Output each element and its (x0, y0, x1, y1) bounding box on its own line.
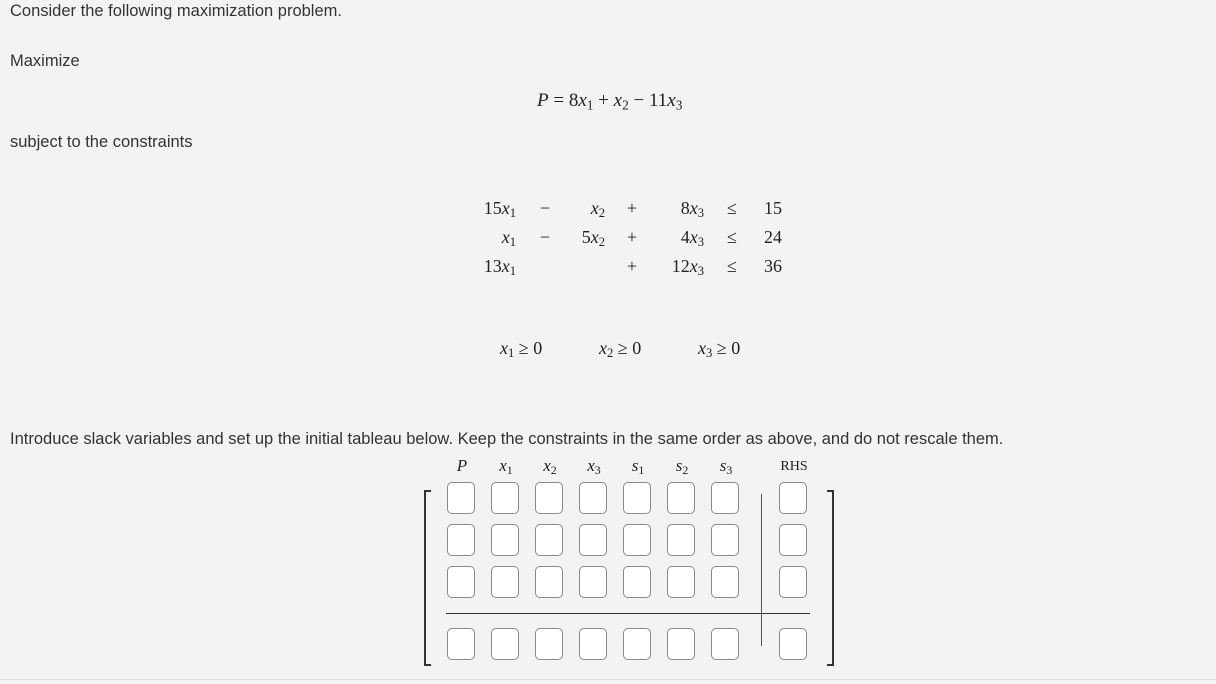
tableau-cell-r1-s3[interactable] (711, 482, 739, 514)
tableau-cell-r3-x1[interactable] (491, 566, 519, 598)
c3-rhs: 36 (764, 256, 782, 276)
tableau-cell-r3-s2[interactable] (667, 566, 695, 598)
c2-term1: $x_1$ (501, 227, 516, 250)
tableau-cell-r1-s2[interactable] (667, 482, 695, 514)
objective-sub2: 2 (622, 97, 629, 113)
tableau-cell-r3-s3[interactable] (711, 566, 739, 598)
tableau-cell-r3-p[interactable] (447, 566, 475, 598)
objective-x1: x (578, 90, 587, 111)
nonneg-x1: $x_1 \ge 0$ (500, 338, 543, 361)
objective-minus: − (633, 90, 645, 111)
objective-p: P (537, 90, 549, 111)
tableau-cell-r3-s1[interactable] (623, 566, 651, 598)
header-s3: $s_3$ (719, 456, 733, 477)
header-s2: $s_2$ (675, 456, 689, 477)
tableau-cell-r1-x2[interactable] (535, 482, 563, 514)
tableau-cell-r2-x1[interactable] (491, 524, 519, 556)
nonneg-x3: $x_3 \ge 0$ (698, 338, 741, 361)
tableau-cell-r4-x3[interactable] (579, 628, 607, 660)
instructions-text: Introduce slack variables and set up the initial tableau below. Keep the constraints in the same order as above, and do not rescale them. (10, 430, 1004, 448)
c2-op1: − (539, 227, 551, 247)
header-s1: $s_1$ (631, 456, 645, 477)
left-bracket (424, 490, 431, 666)
objective-coef3: 11 (648, 90, 668, 111)
rhs-column-divider (761, 494, 762, 646)
c1-rel: ≤ (727, 198, 737, 218)
c2-op2: + (626, 227, 638, 247)
header-x1: $x_1$ (499, 456, 513, 477)
c3-rel: ≤ (727, 256, 737, 276)
objective-x2: x (613, 90, 623, 111)
c2-term2: $5x_2$ (581, 227, 605, 250)
objective-plus: + (598, 90, 609, 111)
maximize-label: Maximize (10, 52, 80, 70)
tableau-cell-r1-p[interactable] (447, 482, 475, 514)
c1-term1: $15x_1$ (483, 198, 516, 221)
c1-rhs: 15 (764, 198, 782, 218)
c1-op1: − (539, 198, 551, 218)
tableau-cell-r2-p[interactable] (447, 524, 475, 556)
objective-sub3: 3 (675, 97, 683, 113)
tableau-cell-r2-s3[interactable] (711, 524, 739, 556)
objective-x3: x (667, 90, 676, 111)
objective-coef1: 8 (568, 90, 579, 111)
tableau-cell-r1-x3[interactable] (579, 482, 607, 514)
right-bracket (827, 490, 834, 666)
header-p: P (456, 456, 468, 475)
tableau-cell-r2-x3[interactable] (579, 524, 607, 556)
tableau-cell-r4-s2[interactable] (667, 628, 695, 660)
tableau-cell-r2-rhs[interactable] (779, 524, 807, 556)
subject-to-label: subject to the constraints (10, 133, 193, 151)
tableau-cell-r1-rhs[interactable] (779, 482, 807, 514)
header-rhs: RHS (780, 459, 808, 474)
objective-row-divider (446, 613, 810, 614)
tableau-cell-r3-x2[interactable] (535, 566, 563, 598)
tableau-cell-r4-rhs[interactable] (779, 628, 807, 660)
c2-term3: $4x_3$ (680, 227, 704, 250)
c3-op2: + (626, 256, 638, 276)
c2-rel: ≤ (727, 227, 737, 247)
objective-sub1: 1 (586, 97, 594, 113)
header-x2: $x_2$ (543, 456, 557, 477)
nonneg-x2: $x_2 \ge 0$ (599, 338, 642, 361)
tableau-cell-r4-p[interactable] (447, 628, 475, 660)
objective-eq: = (553, 90, 565, 111)
tableau-cell-r4-s3[interactable] (711, 628, 739, 660)
c2-rhs: 24 (764, 227, 782, 247)
tableau-cell-r1-x1[interactable] (491, 482, 519, 514)
bottom-divider (0, 679, 1216, 680)
intro-text: Consider the following maximization problem. (10, 2, 342, 20)
c3-term3: $12x_3$ (671, 256, 704, 279)
tableau-cell-r2-s2[interactable] (667, 524, 695, 556)
tableau-cell-r3-rhs[interactable] (779, 566, 807, 598)
tableau-cell-r4-x2[interactable] (535, 628, 563, 660)
c1-op2: + (626, 198, 638, 218)
tableau-cell-r2-s1[interactable] (623, 524, 651, 556)
tableau-cell-r3-x3[interactable] (579, 566, 607, 598)
header-x3: $x_3$ (587, 456, 601, 477)
c1-term2: $x_2$ (590, 198, 605, 221)
tableau-cell-r4-s1[interactable] (623, 628, 651, 660)
tableau-cell-r4-x1[interactable] (491, 628, 519, 660)
tableau-cell-r1-s1[interactable] (623, 482, 651, 514)
objective-function (537, 90, 682, 112)
c1-term3: $8x_3$ (680, 198, 704, 221)
tableau-cell-r2-x2[interactable] (535, 524, 563, 556)
c3-term1: $13x_1$ (483, 256, 516, 279)
